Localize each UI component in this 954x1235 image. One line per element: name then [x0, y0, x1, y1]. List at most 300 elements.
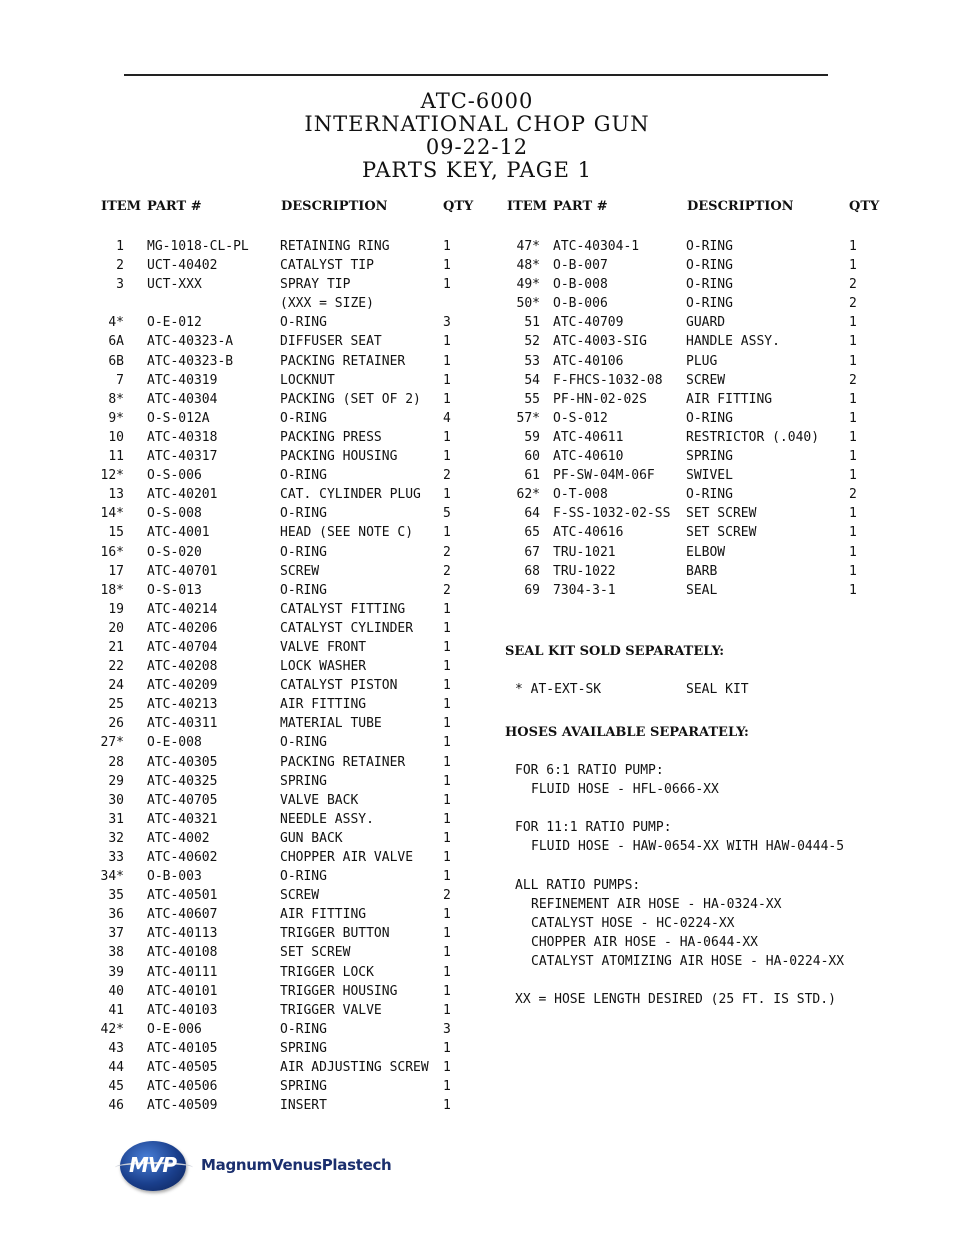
part-quantity: 5 — [443, 506, 451, 522]
part-quantity: 1 — [443, 353, 451, 369]
part-quantity: 1 — [443, 754, 451, 770]
table-row — [0, 371, 954, 390]
header-qty-right: QTY — [849, 199, 880, 214]
item-number: 33 — [108, 850, 124, 865]
item-number: 46 — [108, 1098, 124, 1114]
part-description: PACKING PRESS — [280, 429, 382, 445]
part-number: ATC-40108 — [147, 945, 218, 961]
item-number: 3 — [116, 277, 124, 293]
table-row — [0, 714, 480, 733]
part-number: TRU-1021 — [553, 544, 616, 560]
part-description: O-RING — [280, 544, 327, 560]
item-number: 44 — [108, 1060, 124, 1076]
part-number: ATC-40321 — [147, 811, 218, 827]
part-description: O-RING — [280, 869, 327, 885]
item-number: 28 — [108, 754, 124, 770]
seal-kit-description: SEAL KIT — [686, 682, 749, 697]
table-row — [0, 733, 480, 752]
part-quantity: 1 — [443, 926, 451, 942]
part-quantity: 2 — [849, 277, 857, 293]
part-number: O-S-012 — [553, 410, 608, 426]
part-number: UCT-XXX — [147, 277, 202, 293]
part-description: TRIGGER LOCK — [280, 964, 374, 980]
hose-line: CATALYST ATOMIZING AIR HOSE - HA-0224-XX — [531, 954, 845, 969]
part-quantity: 4 — [443, 410, 451, 426]
part-quantity: 1 — [443, 773, 451, 789]
item-number: 49* — [516, 277, 540, 293]
part-number: O-S-012A — [147, 410, 210, 426]
part-description: LOCKNUT — [280, 372, 335, 388]
item-number: 65 — [524, 525, 540, 541]
item-number: 27* — [100, 735, 124, 751]
header-part-right: PART # — [553, 199, 608, 214]
part-number: ATC-40709 — [553, 315, 624, 331]
item-number: 45 — [108, 1079, 124, 1095]
table-row — [0, 1039, 480, 1058]
part-description: HANDLE ASSY. — [686, 334, 780, 350]
part-quantity: 1 — [849, 582, 857, 598]
table-row — [0, 829, 480, 848]
item-number: 53 — [524, 353, 540, 369]
part-description: O-RING — [686, 258, 733, 274]
part-number: ATC-40704 — [147, 639, 218, 655]
item-number: 64 — [524, 506, 540, 522]
table-row — [0, 886, 480, 905]
part-quantity: 1 — [443, 429, 451, 445]
item-number: 21 — [108, 639, 124, 655]
item-number: 4* — [108, 315, 124, 331]
part-description: CHOPPER AIR VALVE — [280, 850, 414, 865]
part-description: SET SCREW — [686, 525, 757, 541]
item-number: 59 — [524, 429, 540, 445]
header-item-left: ITEM — [101, 199, 142, 214]
item-number: 19 — [108, 601, 124, 617]
part-quantity: 1 — [849, 449, 857, 465]
item-number: 26 — [108, 716, 124, 732]
part-description: SPRING — [280, 1079, 327, 1095]
part-description: SCREW — [280, 563, 320, 579]
hose-line: FOR 11:1 RATIO PUMP: — [515, 820, 672, 836]
part-quantity: 1 — [443, 945, 451, 961]
table-row — [0, 657, 480, 676]
hose-line: REFINEMENT AIR HOSE - HA-0324-XX — [531, 896, 782, 912]
part-description: LOCK WASHER — [280, 659, 367, 675]
item-number: 25 — [108, 697, 124, 713]
part-description: INSERT — [280, 1098, 327, 1114]
item-number: 11 — [108, 449, 124, 465]
part-quantity: 1 — [443, 716, 451, 732]
part-description: O-RING — [686, 239, 733, 254]
part-description: SPRAY TIP — [280, 277, 351, 293]
item-number: 48* — [516, 258, 540, 274]
part-number: UCT-40402 — [147, 258, 218, 274]
hose-line: FLUID HOSE - HAW-0654-XX WITH HAW-0444-5 — [531, 839, 845, 855]
page-title: PARTS KEY, PAGE 1 — [362, 158, 592, 182]
seal-kit-title: SEAL KIT SOLD SEPARATELY: — [505, 644, 725, 659]
part-description: ELBOW — [686, 544, 726, 560]
revision-date: 09-22-12 — [425, 135, 529, 159]
item-number: 29 — [108, 773, 124, 789]
part-number: O-B-006 — [553, 296, 608, 312]
table-row — [0, 352, 954, 371]
part-quantity: 2 — [849, 487, 857, 503]
part-quantity: 2 — [443, 888, 451, 904]
part-description: AIR FITTING — [280, 907, 367, 923]
part-description: PACKING RETAINER — [280, 754, 406, 770]
part-number: ATC-40311 — [147, 716, 218, 732]
parts-table-right — [0, 237, 954, 600]
item-number: 6B — [108, 353, 124, 369]
part-number: ATC-40325 — [147, 773, 218, 789]
item-number: 67 — [524, 544, 540, 560]
item-number: 51 — [524, 315, 540, 331]
part-number: O-B-008 — [553, 277, 608, 293]
hose-line: XX = HOSE LENGTH DESIRED (25 FT. IS STD.) — [515, 992, 836, 1008]
hoses-title: HOSES AVAILABLE SEPARATELY: — [505, 725, 749, 740]
part-description: CATALYST FITTING — [280, 601, 406, 617]
part-number: O-T-008 — [553, 487, 608, 503]
part-quantity: 1 — [443, 907, 451, 923]
part-number: ATC-40213 — [147, 697, 218, 713]
part-description: RESTRICTOR (.040) — [686, 429, 820, 445]
part-quantity: 1 — [443, 239, 451, 254]
table-row — [0, 753, 480, 772]
part-quantity: 1 — [443, 391, 451, 407]
item-number: 22 — [108, 659, 124, 675]
part-description: O-RING — [280, 735, 327, 751]
header-item-right: ITEM — [507, 199, 548, 214]
part-description: SET SCREW — [280, 945, 351, 961]
model-title: ATC-6000 — [420, 89, 534, 113]
part-number: O-E-008 — [147, 735, 202, 751]
table-row — [0, 1001, 480, 1020]
part-quantity: 1 — [849, 391, 857, 407]
part-quantity: 2 — [849, 296, 857, 312]
table-row — [0, 791, 480, 810]
seal-kit-part: * AT-EXT-SK — [515, 682, 602, 697]
item-number: 61 — [524, 468, 540, 484]
part-quantity: 2 — [443, 563, 451, 579]
part-number: ATC-40214 — [147, 601, 218, 617]
table-row — [0, 466, 954, 485]
part-quantity: 1 — [443, 735, 451, 751]
item-number: 1 — [116, 239, 124, 254]
item-number: 24 — [108, 678, 124, 694]
part-quantity: 1 — [443, 811, 451, 827]
part-description: O-RING — [280, 315, 327, 331]
part-quantity: 1 — [443, 678, 451, 694]
part-number: ATC-40209 — [147, 678, 218, 694]
part-number: ATC-40101 — [147, 983, 218, 999]
part-description: VALVE BACK — [280, 792, 359, 808]
part-description: PACKING HOUSING — [280, 449, 398, 465]
table-row — [0, 485, 954, 504]
part-number: ATC-40208 — [147, 659, 218, 675]
part-description: O-RING — [280, 1021, 327, 1037]
item-number: 17 — [108, 563, 124, 579]
item-number: 14* — [100, 506, 124, 522]
part-quantity: 1 — [443, 1079, 451, 1095]
part-description: VALVE FRONT — [280, 639, 367, 655]
table-row — [0, 543, 954, 562]
part-number: ATC-40304-1 — [553, 239, 640, 254]
top-rule — [124, 74, 828, 76]
table-row — [0, 256, 954, 275]
part-number: ATC-40201 — [147, 487, 218, 503]
part-quantity: 2 — [443, 582, 451, 598]
part-quantity: 1 — [849, 334, 857, 350]
table-row — [0, 275, 954, 294]
part-description: NEEDLE ASSY. — [280, 811, 374, 827]
part-description: O-RING — [280, 410, 327, 426]
item-number: 68 — [524, 563, 540, 579]
table-row — [0, 237, 954, 256]
part-quantity: 1 — [443, 697, 451, 713]
part-description: TRIGGER VALVE — [280, 1002, 382, 1018]
part-number: ATC-40113 — [147, 926, 218, 942]
table-row — [0, 409, 954, 428]
part-number: ATC-40602 — [147, 850, 218, 865]
item-number: 57* — [516, 410, 540, 426]
part-description: SCREW — [686, 372, 726, 388]
item-number: 15 — [108, 525, 124, 541]
part-quantity: 1 — [849, 544, 857, 560]
part-number: ATC-40304 — [147, 391, 218, 407]
part-description: SET SCREW — [686, 506, 757, 522]
table-row — [0, 581, 954, 600]
part-number: O-S-006 — [147, 468, 202, 484]
header-description-right: DESCRIPTION — [687, 199, 794, 214]
item-number: 47* — [516, 239, 540, 254]
table-row — [0, 810, 480, 829]
item-number: 12* — [100, 468, 124, 484]
item-number: 6A — [108, 334, 124, 350]
part-description: MATERIAL TUBE — [280, 716, 382, 732]
part-description: BARB — [686, 563, 718, 579]
part-quantity: 1 — [443, 525, 451, 541]
part-description: PLUG — [686, 353, 718, 369]
part-quantity: 1 — [443, 1098, 451, 1114]
part-quantity: 1 — [443, 372, 451, 388]
item-number: 69 — [524, 582, 540, 598]
part-number: ATC-40206 — [147, 620, 218, 636]
table-row — [0, 848, 480, 867]
part-quantity: 1 — [443, 639, 451, 655]
part-number: ATC-40701 — [147, 563, 218, 579]
part-description: TRIGGER BUTTON — [280, 926, 390, 942]
table-row — [0, 963, 480, 982]
part-quantity: 2 — [443, 544, 451, 560]
part-number: ATC-40323-A — [147, 334, 234, 350]
part-number: MG-1018-CL-PL — [147, 239, 249, 254]
table-row — [0, 504, 954, 523]
part-description: O-RING — [686, 487, 733, 503]
part-quantity: 1 — [849, 429, 857, 445]
part-number: ATC-40509 — [147, 1098, 218, 1114]
part-description: AIR FITTING — [686, 391, 773, 407]
table-row — [0, 1096, 480, 1115]
part-number: ATC-40323-B — [147, 353, 234, 369]
part-quantity: 2 — [849, 372, 857, 388]
table-row — [0, 1058, 480, 1077]
part-description: O-RING — [280, 468, 327, 484]
part-description: PACKING RETAINER — [280, 353, 406, 369]
table-row — [0, 600, 480, 619]
part-description: CAT. CYLINDER PLUG — [280, 487, 421, 503]
part-quantity: 1 — [443, 1002, 451, 1018]
part-number: PF-SW-04M-06F — [553, 468, 655, 484]
part-description: RETAINING RING — [280, 239, 390, 254]
part-quantity: 1 — [443, 258, 451, 274]
part-description: HEAD (SEE NOTE C) — [280, 525, 414, 541]
part-number: O-E-006 — [147, 1021, 202, 1037]
part-description: O-RING — [280, 582, 327, 598]
part-description: SWIVEL — [686, 468, 733, 484]
table-row — [0, 332, 954, 351]
table-row — [0, 924, 480, 943]
part-number: O-S-020 — [147, 544, 202, 560]
table-row — [0, 772, 480, 791]
part-number: ATC-40505 — [147, 1060, 218, 1076]
part-number: ATC-40607 — [147, 907, 218, 923]
part-number: ATC-40305 — [147, 754, 218, 770]
part-quantity: 1 — [443, 983, 451, 999]
part-quantity: 1 — [443, 1060, 451, 1076]
table-row — [0, 390, 954, 409]
part-number: PF-HN-02-02S — [553, 391, 647, 407]
item-number: 50* — [516, 296, 540, 312]
part-description: SCREW — [280, 888, 320, 904]
table-row — [0, 695, 480, 714]
part-quantity: 1 — [849, 315, 857, 331]
item-number: 13 — [108, 487, 124, 503]
part-quantity: 1 — [443, 830, 451, 846]
item-number: 10 — [108, 429, 124, 445]
part-description: GUARD — [686, 315, 726, 331]
logo-mark: MVP — [129, 1153, 177, 1177]
part-quantity: 1 — [849, 525, 857, 541]
part-number: F-FHCS-1032-08 — [553, 372, 663, 388]
item-number: 40 — [108, 983, 124, 999]
product-name: INTERNATIONAL CHOP GUN — [304, 112, 650, 136]
item-number: 41 — [108, 1002, 124, 1018]
part-description: AIR FITTING — [280, 697, 367, 713]
item-number: 32 — [108, 830, 124, 846]
part-number: TRU-1022 — [553, 563, 616, 579]
part-quantity: 1 — [849, 563, 857, 579]
part-quantity: 1 — [443, 850, 451, 865]
item-number: 20 — [108, 620, 124, 636]
item-number: 2 — [116, 258, 124, 274]
part-quantity: 1 — [443, 792, 451, 808]
part-quantity: 1 — [443, 601, 451, 617]
item-number: 34* — [100, 869, 124, 885]
hose-line: FLUID HOSE - HFL-0666-XX — [531, 782, 719, 798]
part-quantity: 1 — [849, 468, 857, 484]
item-number: 60 — [524, 449, 540, 465]
part-description: O-RING — [686, 410, 733, 426]
item-number: 39 — [108, 964, 124, 980]
table-row — [0, 313, 954, 332]
part-quantity: 1 — [443, 620, 451, 636]
item-number: 38 — [108, 945, 124, 961]
part-number: O-S-008 — [147, 506, 202, 522]
table-row — [0, 867, 480, 886]
hose-line: ALL RATIO PUMPS: — [515, 877, 641, 893]
item-number: 18* — [100, 582, 124, 598]
part-description: SPRING — [686, 449, 733, 465]
part-number: ATC-40319 — [147, 372, 218, 388]
part-quantity: 1 — [443, 964, 451, 980]
part-description: GUN BACK — [280, 830, 343, 846]
item-number: 62* — [516, 487, 540, 503]
part-description: CATALYST PISTON — [280, 678, 398, 694]
item-number: 35 — [108, 888, 124, 904]
part-quantity: 2 — [443, 468, 451, 484]
part-quantity: 1 — [443, 1040, 451, 1056]
part-description: TRIGGER HOUSING — [280, 983, 398, 999]
part-number: O-S-013 — [147, 582, 202, 598]
part-number: ATC-40111 — [147, 964, 218, 980]
part-number: ATC-40103 — [147, 1002, 218, 1018]
part-description: PACKING (SET OF 2) — [280, 391, 421, 407]
table-row — [0, 982, 480, 1001]
part-quantity: 1 — [849, 410, 857, 426]
part-number: ATC-40105 — [147, 1040, 218, 1056]
item-number: 30 — [108, 792, 124, 808]
part-quantity: 3 — [443, 315, 451, 331]
part-quantity: 1 — [443, 277, 451, 293]
item-number: 8* — [108, 391, 124, 407]
item-number: 42* — [100, 1021, 124, 1037]
part-quantity: 1 — [849, 506, 857, 522]
part-quantity: 1 — [849, 353, 857, 369]
part-number: ATC-40705 — [147, 792, 218, 808]
table-row — [0, 905, 480, 924]
hose-line: CATALYST HOSE - HC-0224-XX — [531, 915, 735, 931]
part-description: O-RING — [280, 506, 327, 522]
part-quantity: 1 — [443, 334, 451, 350]
table-row — [0, 638, 480, 657]
item-number: 55 — [524, 391, 540, 407]
item-number: 36 — [108, 907, 124, 923]
part-number: ATC-40611 — [553, 429, 624, 445]
part-number: ATC-40317 — [147, 449, 218, 465]
part-number: ATC-4001 — [147, 525, 210, 541]
part-description: (XXX = SIZE) — [280, 296, 374, 312]
part-description: SPRING — [280, 1040, 327, 1056]
header-qty-left: QTY — [443, 199, 474, 214]
table-row — [0, 619, 480, 638]
table-row — [0, 676, 480, 695]
part-number: O-E-012 — [147, 315, 202, 331]
part-description: SEAL — [686, 582, 718, 598]
header-part-left: PART # — [147, 199, 202, 214]
part-quantity: 3 — [443, 1021, 451, 1037]
part-description: SPRING — [280, 773, 327, 789]
table-row — [0, 523, 954, 542]
item-number: 37 — [108, 926, 124, 942]
part-number: O-B-007 — [553, 258, 608, 274]
part-description: O-RING — [686, 277, 733, 293]
part-quantity: 1 — [849, 258, 857, 274]
part-number: ATC-40616 — [553, 525, 624, 541]
part-number: ATC-40506 — [147, 1079, 218, 1095]
item-number: 43 — [108, 1040, 124, 1056]
table-row — [0, 562, 954, 581]
item-number: 31 — [108, 811, 124, 827]
part-description: O-RING — [686, 296, 733, 312]
